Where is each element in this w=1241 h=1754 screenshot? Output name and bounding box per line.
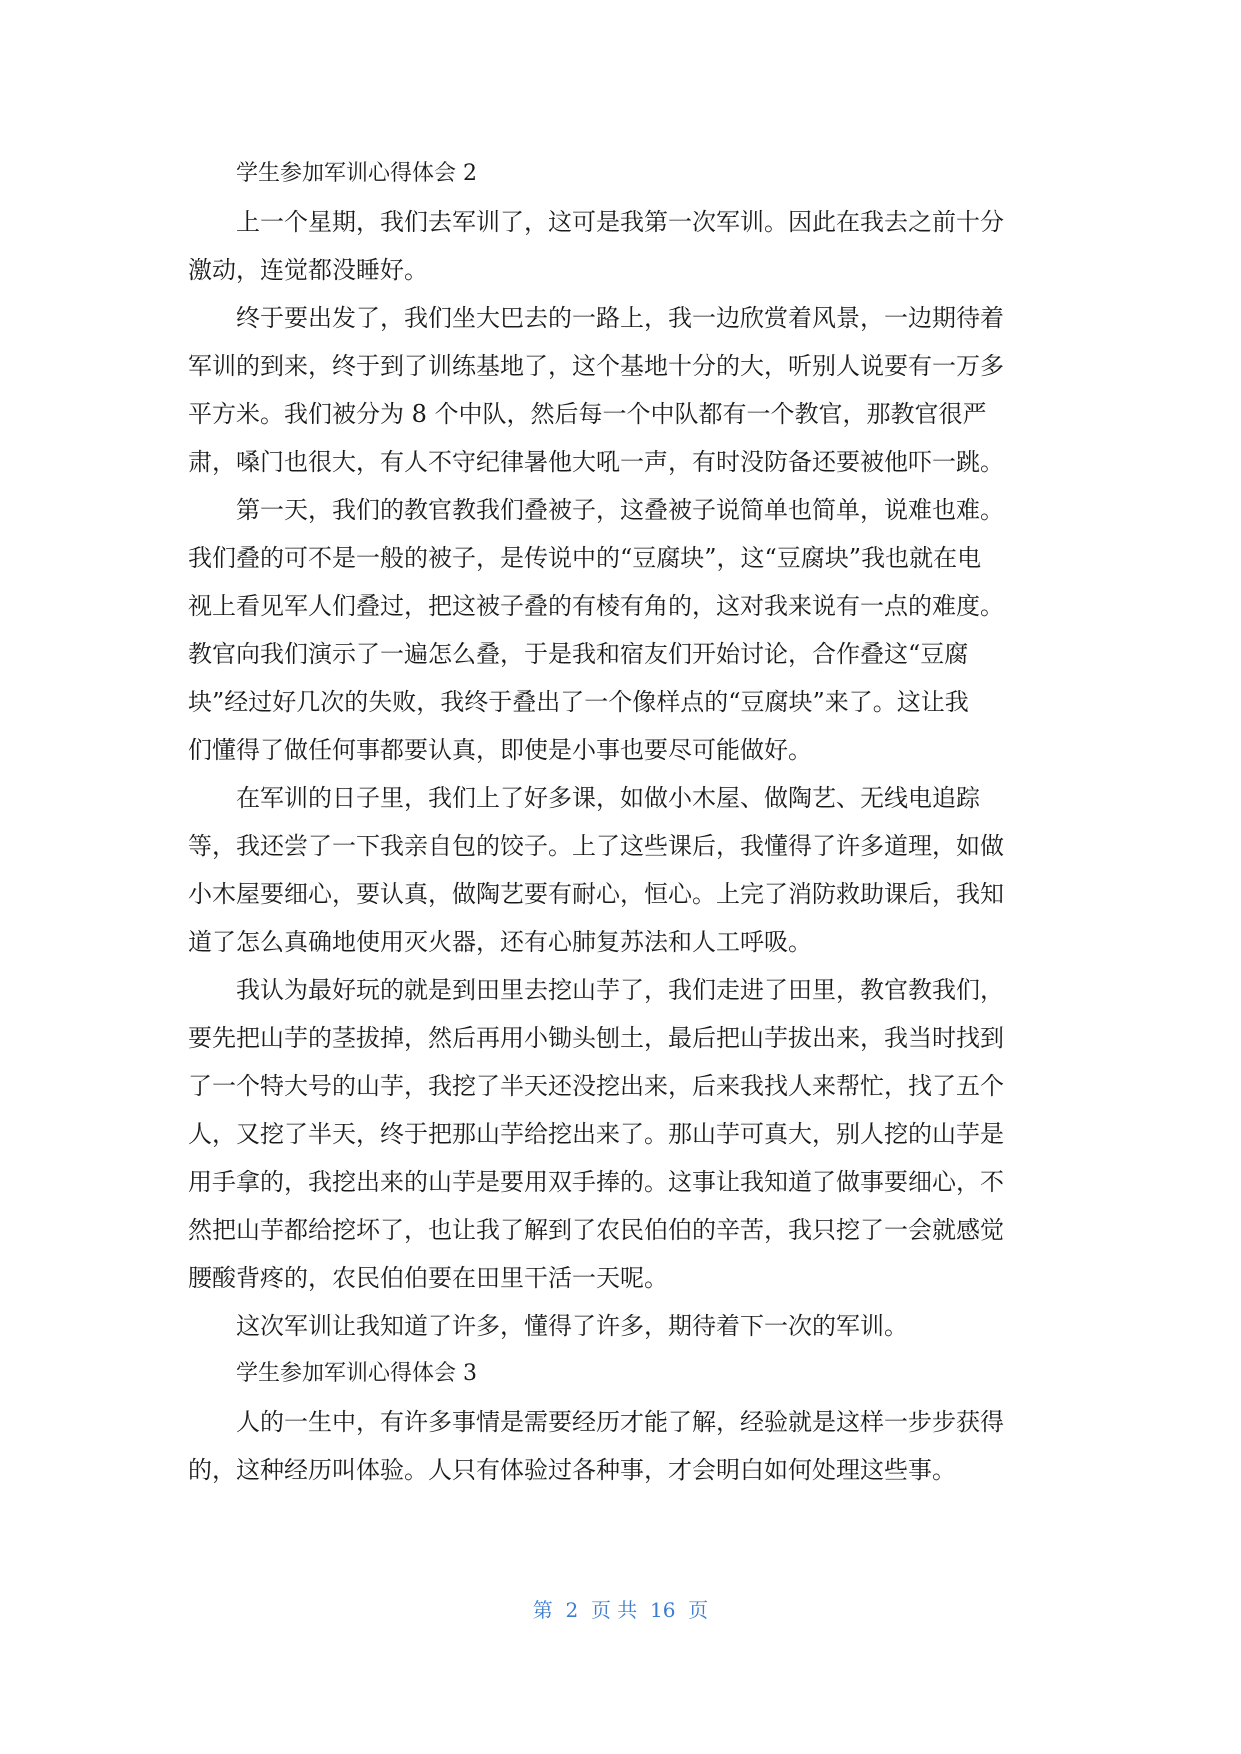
text-line: 上一个星期，我们去军训了，这可是我第一次军训。因此在我去之前十分 — [236, 208, 1004, 236]
text-line: 们懂得了做任何事都要认真，即使是小事也要尽可能做好。 — [188, 736, 812, 764]
text-line: 视上看见军人们叠过，把这被子叠的有棱有角的，这对我来说有一点的难度。 — [188, 592, 1004, 620]
text-line: 小木屋要细心，要认真，做陶艺要有耐心，恒心。上完了消防救助课后，我知 — [188, 880, 1004, 908]
text-line: 教官向我们演示了一遍怎么叠，于是我和宿友们开始讨论，合作叠这“豆腐 — [188, 640, 969, 668]
text-line: 肃，嗓门也很大，有人不守纪律暑他大吼一声，有时没防备还要被他吓一跳。 — [188, 448, 1004, 476]
text-line: 要先把山芋的茎拔掉，然后再用小锄头刨土，最后把山芋拔出来，我当时找到 — [188, 1024, 1004, 1052]
text-line: 人的一生中，有许多事情是需要经历才能了解，经验就是这样一步步获得 — [236, 1408, 1004, 1436]
text-line: 军训的到来，终于到了训练基地了，这个基地十分的大，听别人说要有一万多 — [188, 352, 1004, 380]
text-line: 然把山芋都给挖坏了，也让我了解到了农民伯伯的辛苦，我只挖了一会就感觉 — [188, 1216, 1004, 1244]
text-line: 在军训的日子里，我们上了好多课，如做小木屋、做陶艺、无线电追踪 — [236, 784, 980, 812]
text-line: 腰酸背疼的，农民伯伯要在田里干活一天呢。 — [188, 1264, 668, 1292]
text-line: 人，又挖了半天，终于把那山芋给挖出来了。那山芋可真大，别人挖的山芋是 — [188, 1120, 1004, 1148]
text-line: 平方米。我们被分为 8 个中队，然后每一个中队都有一个教官，那教官很严 — [188, 400, 987, 428]
document-body — [188, 150, 1054, 1494]
section-heading: 学生参加军训心得体会 2 — [236, 161, 477, 186]
text-line: 终于要出发了，我们坐大巴去的一路上，我一边欣赏着风景，一边期待着 — [236, 304, 1004, 332]
text-line: 激动，连觉都没睡好。 — [188, 256, 428, 284]
text-line: 块”经过好几次的失败，我终于叠出了一个像样点的“豆腐块”来了。这让我 — [188, 688, 969, 716]
text-line: 了一个特大号的山芋，我挖了半天还没挖出来，后来我找人来帮忙，找了五个 — [188, 1072, 1004, 1100]
page-number-footer: 第 2 页 共 16 页 — [532, 1598, 709, 1622]
text-line: 道了怎么真确地使用灭火器，还有心肺复苏法和人工呼吸。 — [188, 928, 812, 956]
text-line: 我们叠的可不是一般的被子，是传说中的“豆腐块”，这“豆腐块”我也就在电 — [188, 544, 982, 572]
text-line: 这次军训让我知道了许多，懂得了许多，期待着下一次的军训。 — [236, 1312, 908, 1340]
text-line: 等，我还尝了一下我亲自包的饺子。上了这些课后，我懂得了许多道理，如做 — [188, 832, 1004, 860]
text-line: 的，这种经历叫体验。人只有体验过各种事，才会明白如何处理这些事。 — [188, 1456, 956, 1484]
text-line: 我认为最好玩的就是到田里去挖山芋了，我们走进了田里，教官教我们， — [236, 976, 1004, 1004]
section-heading: 学生参加军训心得体会 3 — [236, 1361, 477, 1386]
text-line: 第一天，我们的教官教我们叠被子，这叠被子说简单也简单，说难也难。 — [236, 496, 1004, 524]
text-line: 用手拿的，我挖出来的山芋是要用双手捧的。这事让我知道了做事要细心，不 — [188, 1168, 1004, 1196]
